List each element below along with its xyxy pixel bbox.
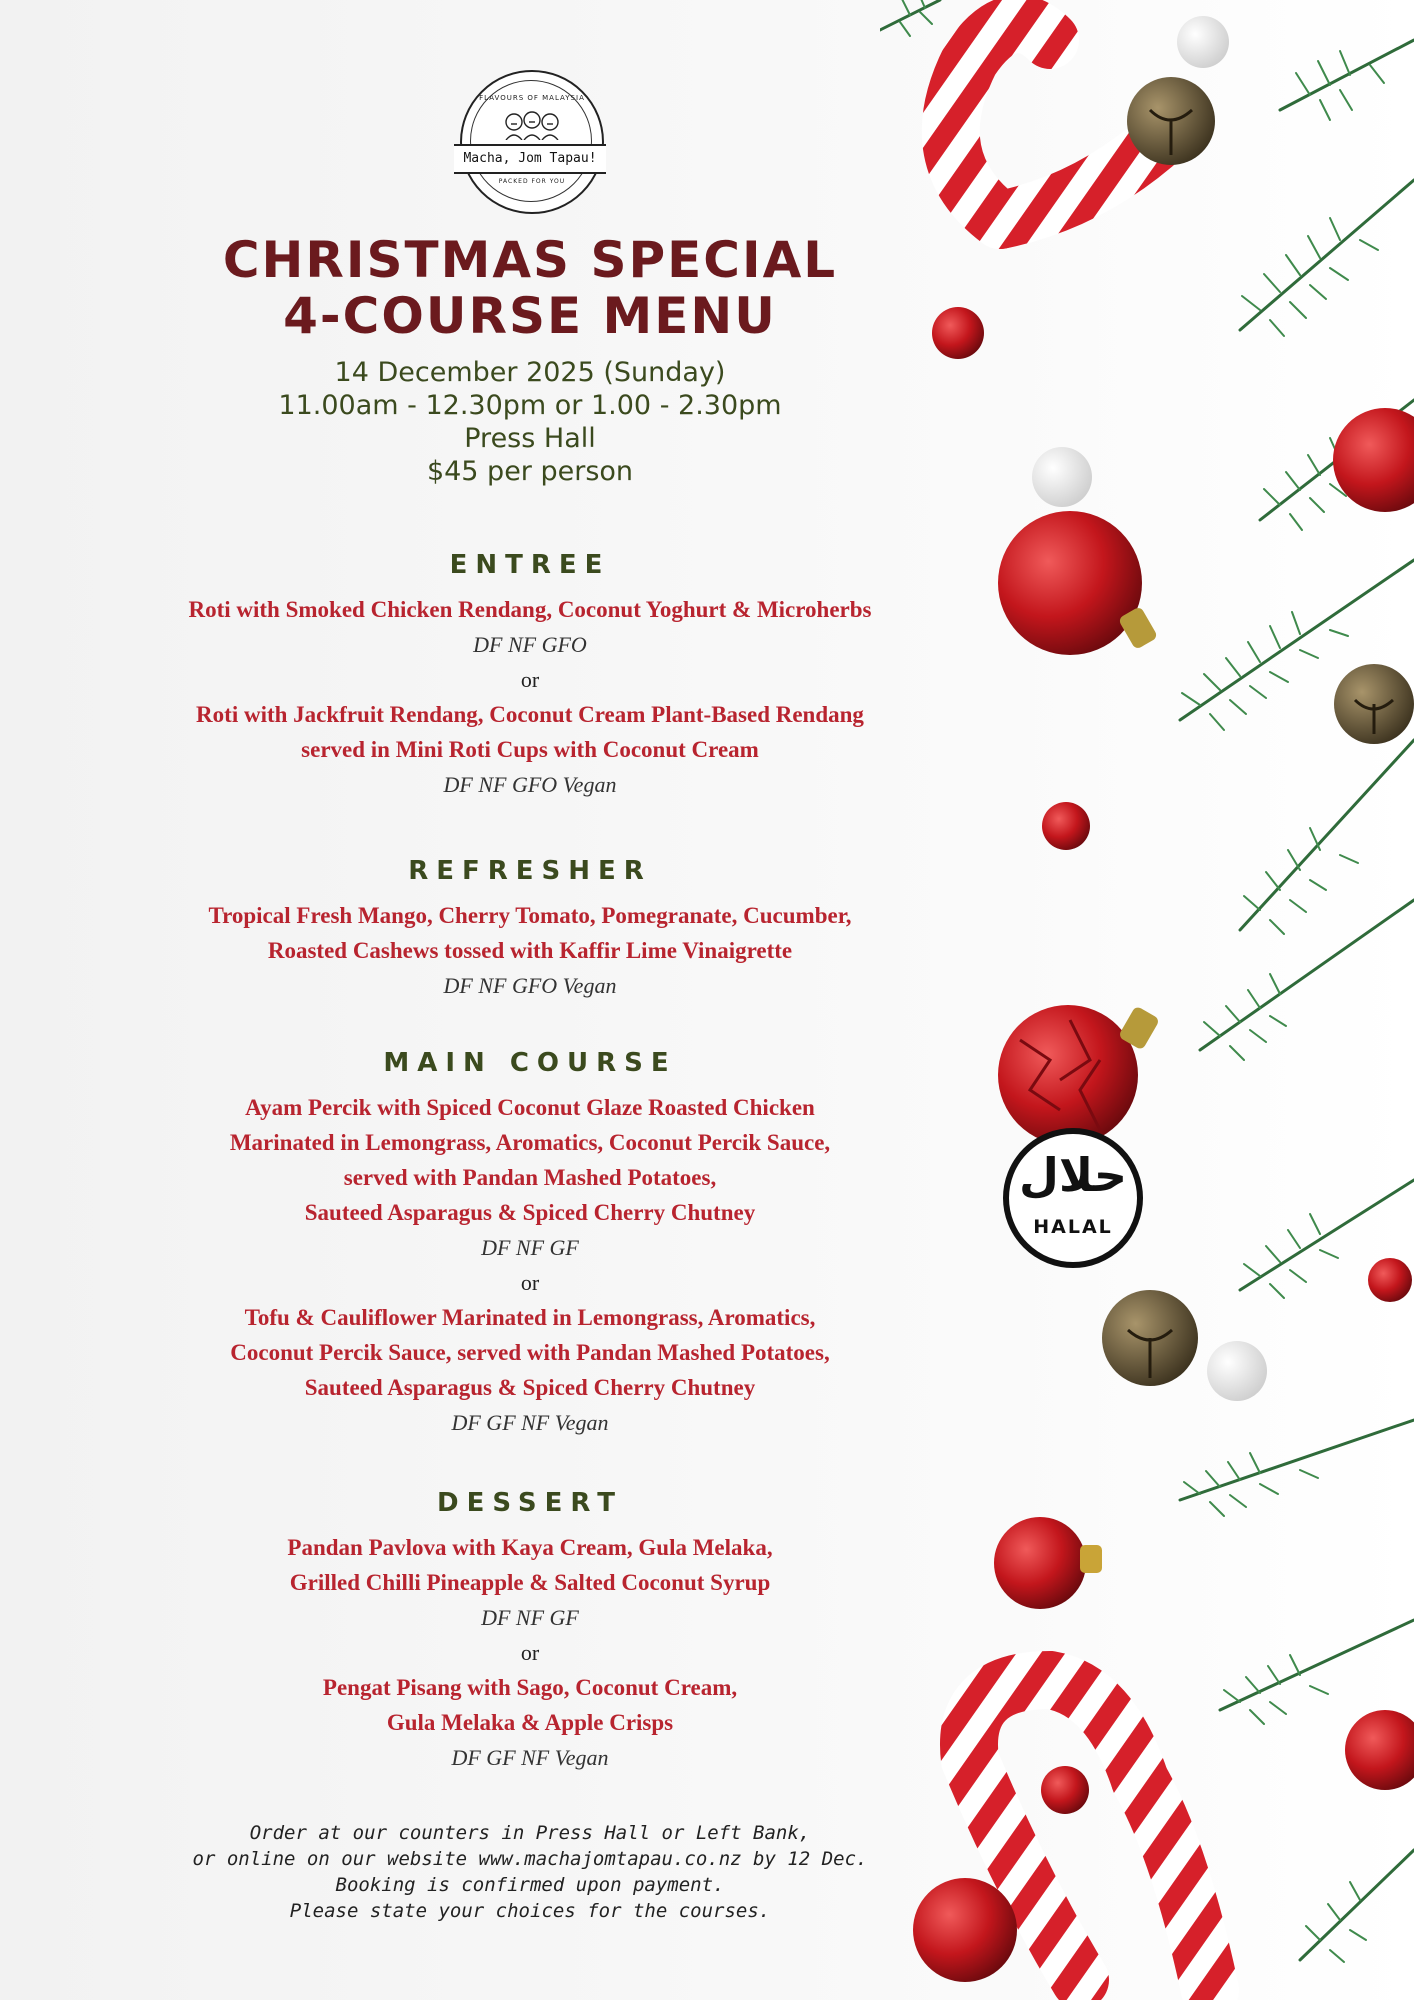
dessert-option-1-line-1: Pandan Pavlova with Kaya Cream, Gula Melaka, (287, 1535, 773, 1560)
dessert-option-2-tags: DF GF NF Vegan (451, 1745, 609, 1770)
dessert-option-1-line-2: Grilled Chilli Pineapple & Salted Coconut Syrup (289, 1570, 771, 1595)
refresher-tags: DF NF GFO Vegan (443, 973, 617, 998)
entree-option-2-line-2: served in Mini Roti Cups with Coconut Cream (301, 737, 759, 762)
main-option-2-line-2: Coconut Percik Sauce, served with Pandan Mashed Potatoes, (230, 1340, 830, 1365)
title-line-1: CHRISTMAS SPECIAL (222, 231, 838, 289)
main-course-heading: MAIN COURSE (383, 1048, 677, 1078)
refresher-line-2: Roasted Cashews tossed with Kaffir Lime Vinaigrette (267, 938, 793, 963)
logo-bottom-text: PACKED FOR YOU (498, 178, 566, 185)
entree-option-2-line-1: Roti with Jackfruit Rendang, Coconut Cream Plant-Based Rendang (196, 702, 864, 727)
dessert-heading: DESSERT (437, 1488, 623, 1518)
refresher-line-1: Tropical Fresh Mango, Cherry Tomato, Pomegranate, Cucumber, (208, 903, 852, 928)
logo-top-text: FLAVOURS OF MALAYSIA (479, 94, 585, 102)
menu-column (90, 0, 970, 2000)
event-time: 11.00am - 12.30pm or 1.00 - 2.30pm (278, 390, 782, 421)
dessert-option-2-line-2: Gula Melaka & Apple Crisps (386, 1710, 674, 1735)
footer-line-1: Order at our counters in Press Hall or Left Bank, (249, 1822, 811, 1844)
main-or: or (520, 1270, 540, 1295)
entree-heading: ENTREE (449, 550, 611, 580)
main-option-2-line-1: Tofu & Cauliflower Marinated in Lemongrass, Aromatics, (244, 1305, 816, 1330)
entree-option-2 (90, 697, 970, 767)
halal-arabic-text: حلال (1019, 1148, 1127, 1202)
halal-word: HALAL (1033, 1216, 1113, 1238)
order-instructions (90, 1820, 970, 1924)
dessert-option-2 (90, 1670, 970, 1740)
logo-brand-band: Macha, Jom Tapau! (454, 144, 606, 174)
event-venue: Press Hall (464, 423, 596, 454)
dessert-or: or (520, 1640, 540, 1665)
jingle-bells (1102, 77, 1414, 1386)
main-option-1-tags: DF NF GF (481, 1235, 579, 1260)
halal-badge (1003, 1128, 1143, 1268)
main-option-1-line-3: served with Pandan Mashed Potatoes, (343, 1165, 717, 1190)
dessert-option-1 (90, 1530, 970, 1600)
footer-line-2: or online on our website www.machajomtapau.co.nz by 12 Dec. (192, 1848, 868, 1870)
entree-option-2-tags: DF NF GFO Vegan (443, 772, 617, 797)
brand-logo (460, 70, 604, 214)
main-option-1-line-4: Sauteed Asparagus & Spiced Cherry Chutney (304, 1200, 756, 1225)
main-option-2-line-3: Sauteed Asparagus & Spiced Cherry Chutney (304, 1375, 756, 1400)
main-option-1-line-1: Ayam Percik with Spiced Coconut Glaze Roasted Chicken (245, 1095, 815, 1120)
fir-branches (880, 0, 1414, 1962)
entree-or: or (520, 667, 540, 692)
entree-option-1-tags: DF NF GFO (473, 632, 587, 657)
christmas-decoration (880, 0, 1414, 2000)
footer-line-3: Booking is confirmed upon payment. (335, 1874, 725, 1896)
event-price: $45 per person (426, 456, 634, 487)
event-date: 14 December 2025 (Sunday) (334, 357, 726, 388)
footer-line-4: Please state your choices for the courses. (289, 1900, 771, 1922)
refresher-heading: REFRESHER (408, 856, 652, 886)
main-option-2 (90, 1300, 970, 1405)
page-title (90, 232, 970, 344)
title-line-2: 4-COURSE MENU (283, 287, 777, 345)
dessert-option-2-line-1: Pengat Pisang with Sago, Coconut Cream, (322, 1675, 738, 1700)
refresher-dish (90, 898, 970, 968)
main-option-2-tags: DF GF NF Vegan (451, 1410, 609, 1435)
event-details (90, 356, 970, 488)
dessert-option-1-tags: DF NF GF (481, 1605, 579, 1630)
logo-faces-icon (502, 106, 562, 140)
main-option-1-line-2: Marinated in Lemongrass, Aromatics, Coconut Percik Sauce, (229, 1130, 831, 1155)
main-option-1 (90, 1090, 970, 1230)
entree-option-1: Roti with Smoked Chicken Rendang, Coconut Yoghurt & Microherbs (188, 597, 872, 622)
